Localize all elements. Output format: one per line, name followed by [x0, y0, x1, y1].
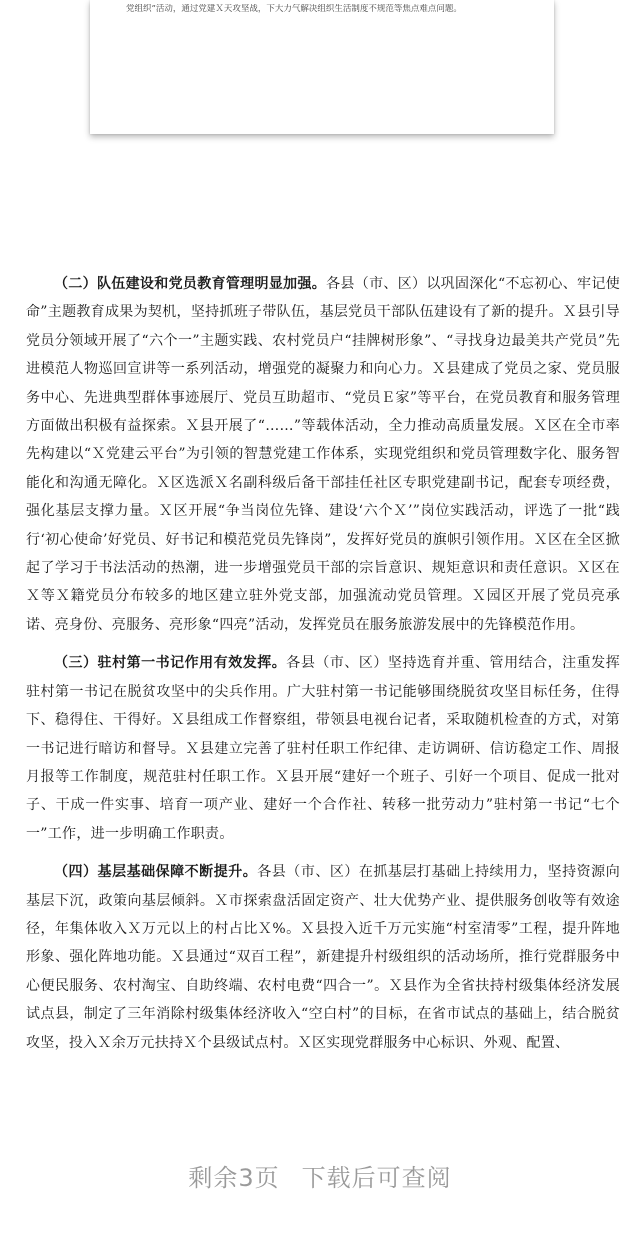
section-3-heading: （三）驻村第一书记作用有效发挥。 — [54, 655, 287, 672]
section-2-heading: （二）队伍建设和党员教育管理明显加强。 — [54, 276, 327, 292]
section-2-body: 各县（市、区）以巩固深化“不忘初心、牢记使命”主题教育成果为契机，坚持抓班子带队伍，基层党员干部队伍建设有了新的提升。Ｘ县引导党员分领域开展了“六个一”主题实践、农村党员户“挂牌树形象”、“寻找身边最美共产党员”先进模范人物巡回宣讲等一系列活动，增强党的凝聚力和向心力。Ｘ县建成了党员之家、党员服务中心、先进典型群体事迹展厅、党员互助超市、“党员Ｅ家”等平台，在党员教育和服务管理方面做出积极有益探索。Ｘ县开展了“……”等载体活动，全力推动高质量发展。Ｘ区在全市率先构建以“Ｘ党建云平台”为引领的智慧党建工作体系，实现党组织和党员管理数字化、服务智能化和沟通无障化。Ｘ区选派Ｘ名副科级后备干部挂任社区专职党建副书记，配套专项经费，强化基层支撑力量。Ｘ区开展“争当岗位先锋、建设‘六个Ｘ’”岗位实践活动，评选了一批“践行‘初心使命’好党员、好书记和模范党员先锋岗”，发挥好党员的旗帜引领作用。Ｘ区在全区掀起了学习于书法活动的热潮，进一步增强党员干部的宗旨意识、规矩意识和责任意识。Ｘ区在Ｘ等Ｘ籍党员分布较多的地区建立驻外党支部，加强流动党员管理。Ｘ园区开展了党员亮承诺、亮身份、亮服务、亮形象“四亮”活动，发挥党员在服务旅游发展中的先锋模范作用。 — [26, 276, 620, 633]
previous-page-card — [90, 0, 554, 134]
document-body — [26, 270, 620, 1067]
section-3-paragraph — [26, 649, 620, 848]
previous-page-tail-text: 党组织”活动，通过党建Ｘ天攻坚战，下大力气解决组织生活制度不规范等焦点难点问题。 — [126, 4, 462, 14]
section-4-paragraph — [26, 858, 620, 1057]
section-4-body: 各县（市、区）在抓基层打基础上持续用力，坚持资源向基层下沉，政策向基层倾斜。Ｘ市探索盘活固定资产、壮大优势产业、提供服务创收等有效途径，年集体收入Ｘ万元以上的村占比Ｘ%。Ｘ县投入近千万元实施“村室清零”工程，提升阵地形象、强化阵地功能。Ｘ县通过“双百工程”，新建提升村级组织的活动场所，推行党群服务中心便民服务、农村淘宝、自助终端、农村电费“四合一”。Ｘ县作为全省扶持村级集体经济发展试点县，制定了三年消除村级集体经济收入“空白村”的目标，在省市试点的基础上，结合脱贫攻坚，投入Ｘ余万元扶持Ｘ个县级试点村。Ｘ区实现党群服务中心标识、外观、配置、 — [26, 864, 621, 1051]
download-prompt — [0, 1158, 640, 1193]
download-action-label: 下载后可查阅 — [301, 1164, 452, 1192]
section-4-heading: （四）基层基础保障不断提升。 — [54, 864, 258, 881]
download-to-read-more-button[interactable] — [188, 1158, 451, 1193]
remaining-pages-label: 剩余3页 — [188, 1164, 280, 1192]
section-2-paragraph — [26, 270, 620, 639]
section-3-body: 各县（市、区）坚持选育并重、管用结合，注重发挥驻村第一书记在脱贫攻坚中的尖兵作用。广大驻村第一书记能够围绕脱贫攻坚目标任务，住得下、稳得住、干得好。Ｘ县组成工作督察组，带领县电视台记者，采取随机检查的方式，对第一书记进行暗访和督导。Ｘ县建立完善了驻村任职工作纪律、走访调研、信访稳定工作、周报月报等工作制度，规范驻村任职工作。Ｘ县开展“建好一个班子、引好一个项目、促成一批对子、干成一件实事、培育一项产业、建好一个合作社、转移一批劳动力”驻村第一书记“七个一”工作，进一步明确工作职责。 — [26, 655, 620, 842]
